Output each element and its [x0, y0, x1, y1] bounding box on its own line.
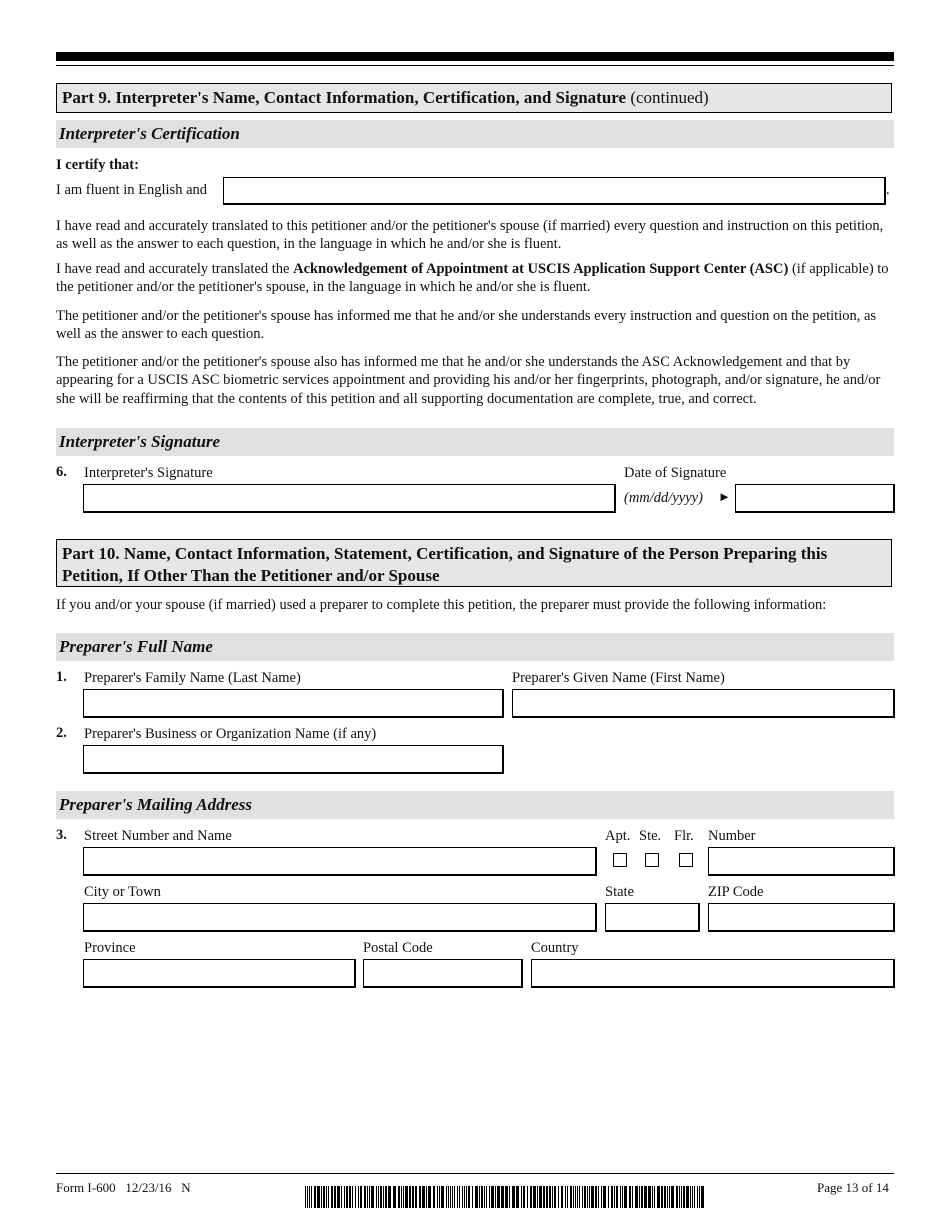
barcode-bar: [530, 1186, 532, 1208]
certification-paragraph-4: The petitioner and/or the petitioner's spouse also has informed me that he and/or she understands the ASC Acknowledgement and that by appearing for a USCIS ASC biometric services appointment and providing his and/or her fingerprints, photograph, and/or signature, he and/or she will be reaffirming that the contents of this petition and all supporting documentation are complete, true, and correct.: [56, 354, 881, 407]
barcode-bar: [521, 1186, 522, 1208]
barcode-bar: [326, 1186, 327, 1208]
barcode-bar: [639, 1186, 640, 1208]
barcode-bar: [497, 1186, 500, 1208]
barcode-bar: [587, 1186, 588, 1208]
top-rule-thick: [56, 52, 894, 61]
barcode-bar: [608, 1186, 609, 1208]
barcode-bar: [495, 1186, 496, 1208]
barcode-bar: [558, 1186, 559, 1208]
barcode-bar: [393, 1186, 396, 1208]
barcode-bar: [466, 1186, 467, 1208]
barcode-bar: [676, 1186, 678, 1208]
barcode-bar: [516, 1186, 519, 1208]
barcode-bar: [321, 1186, 322, 1208]
barcode-bar: [501, 1186, 504, 1208]
barcode-bar: [450, 1186, 451, 1208]
barcode-bar: [360, 1186, 362, 1208]
certification-paragraph-1: I have read and accurately translated to this petitioner and/or the petitioner's spouse (if married) every question and instruction on this petition, as well as the answer to each question, in the language in which he and/or she is fluent.: [56, 218, 884, 253]
barcode-bar: [505, 1186, 508, 1208]
barcode-bar: [341, 1186, 342, 1208]
business-name-label: Preparer's Business or Organization Name (if any): [84, 726, 377, 742]
barcode-bar: [641, 1186, 643, 1208]
barcode-bar: [468, 1186, 470, 1208]
item2-number: 2.: [56, 725, 67, 741]
barcode-bar: [533, 1186, 536, 1208]
barcode-bar: [652, 1186, 653, 1208]
barcode-bar: [331, 1186, 333, 1208]
barcode-image: [305, 1186, 711, 1208]
barcode-bar: [385, 1186, 387, 1208]
barcode-bar: [428, 1186, 431, 1208]
barcode-bar: [694, 1186, 695, 1208]
barcode-bar: [388, 1186, 391, 1208]
barcode-bar: [409, 1186, 411, 1208]
barcode-bar: [589, 1186, 590, 1208]
certification-paragraph-3: The petitioner and/or the petitioner's spouse has informed me that he and/or she understands every instruction and question on the petition, as well as the answer to each question.: [56, 308, 877, 343]
barcode-bar: [481, 1186, 483, 1208]
barcode-bar: [328, 1186, 329, 1208]
barcode-bar: [611, 1186, 613, 1208]
interpreter-certification-heading: Interpreter's Certification: [56, 120, 894, 148]
flr-checkbox[interactable]: [679, 853, 693, 867]
barcode-bar: [334, 1186, 336, 1208]
top-rule-thin: [56, 65, 894, 66]
preparer-mailing-address-heading: Preparer's Mailing Address: [56, 791, 894, 819]
barcode-bar: [352, 1186, 353, 1208]
para2-text-a: I have read and accurately translated the: [56, 261, 294, 277]
barcode-bar: [459, 1186, 460, 1208]
part9-header: [56, 83, 892, 113]
state-label: State: [605, 884, 634, 900]
barcode-bar: [452, 1186, 453, 1208]
barcode-bar: [654, 1186, 655, 1208]
barcode-bar: [699, 1186, 700, 1208]
barcode-bar: [419, 1186, 421, 1208]
apt-label: Apt.: [605, 828, 631, 844]
barcode-bar: [509, 1186, 510, 1208]
barcode-bar: [454, 1186, 455, 1208]
street-label: Street Number and Name: [84, 828, 232, 844]
zip-label: ZIP Code: [708, 884, 764, 900]
barcode-bar: [484, 1186, 485, 1208]
barcode-bar: [549, 1186, 551, 1208]
barcode-bar: [462, 1186, 463, 1208]
barcode-bar: [552, 1186, 553, 1208]
barcode-bar: [561, 1186, 563, 1208]
barcode-bar: [603, 1186, 606, 1208]
flr-label: Flr.: [674, 828, 694, 844]
para2-text-b: (if applicable) to the petitioner and/or the petitioner's spouse, in the language in which he and/or she is fluent.: [56, 261, 889, 296]
part10-intro: If you and/or your spouse (if married) used a preparer to complete this petition, the preparer must provide the following information:: [56, 597, 827, 613]
barcode-bar: [622, 1186, 623, 1208]
barcode-bar: [644, 1186, 647, 1208]
barcode-bar: [554, 1186, 556, 1208]
barcode-bar: [349, 1186, 351, 1208]
apt-number-field[interactable]: [708, 847, 895, 876]
barcode-bar: [401, 1186, 402, 1208]
barcode-bar: [486, 1186, 487, 1208]
province-label: Province: [84, 940, 136, 956]
ste-checkbox[interactable]: [645, 853, 659, 867]
barcode-bar: [565, 1186, 566, 1208]
preparer-family-name-field[interactable]: [83, 689, 504, 718]
barcode-bar: [412, 1186, 414, 1208]
barcode-bar: [439, 1186, 440, 1208]
barcode-bar: [403, 1186, 404, 1208]
barcode-bar: [309, 1186, 310, 1208]
item1-number: 1.: [56, 669, 67, 685]
postal-code-field[interactable]: [363, 959, 523, 988]
barcode-bar: [537, 1186, 538, 1208]
barcode-bar: [667, 1186, 668, 1208]
city-label: City or Town: [84, 884, 161, 900]
barcode-bar: [591, 1186, 594, 1208]
barcode-bar: [479, 1186, 480, 1208]
zip-field[interactable]: [708, 903, 895, 932]
barcode-bar: [570, 1186, 572, 1208]
barcode-bar: [648, 1186, 651, 1208]
barcode-bar: [679, 1186, 680, 1208]
barcode-bar: [657, 1186, 660, 1208]
barcode-bar: [686, 1186, 689, 1208]
barcode-bar: [632, 1186, 633, 1208]
date-of-signature-field[interactable]: [735, 484, 895, 513]
barcode-bar: [472, 1186, 473, 1208]
barcode-bar: [582, 1186, 583, 1208]
barcode-bar: [355, 1186, 356, 1208]
country-field[interactable]: [531, 959, 895, 988]
ste-label: Ste.: [639, 828, 662, 844]
barcode-bar: [441, 1186, 444, 1208]
given-name-label: Preparer's Given Name (First Name): [512, 670, 725, 686]
barcode-bar: [376, 1186, 377, 1208]
number-label: Number: [708, 828, 756, 844]
item3-number: 3.: [56, 827, 67, 843]
barcode-bar: [311, 1186, 312, 1208]
barcode-bar: [464, 1186, 465, 1208]
barcode-bar: [383, 1186, 384, 1208]
postal-code-label: Postal Code: [363, 940, 433, 956]
barcode-bar: [415, 1186, 417, 1208]
barcode-bar: [567, 1186, 568, 1208]
barcode-bar: [661, 1186, 663, 1208]
barcode-bar: [575, 1186, 576, 1208]
arrow-right-icon: ►: [718, 489, 731, 504]
barcode-bar: [380, 1186, 382, 1208]
barcode-bar: [598, 1186, 599, 1208]
barcode-bar: [683, 1186, 685, 1208]
fluent-prefix: I am fluent in English and: [56, 182, 208, 198]
barcode-bar: [577, 1186, 578, 1208]
state-field[interactable]: [605, 903, 700, 932]
preparer-full-name-heading: Preparer's Full Name: [56, 633, 894, 661]
barcode-bar: [584, 1186, 586, 1208]
barcode-bar: [543, 1186, 545, 1208]
para2-bold-text: Acknowledgement of Appointment at USCIS Application Support Center (ASC): [293, 261, 789, 277]
barcode-bar: [346, 1186, 348, 1208]
barcode-bar: [433, 1186, 435, 1208]
preparer-business-name-field[interactable]: [83, 745, 504, 774]
barcode-bar: [579, 1186, 580, 1208]
barcode-bar: [491, 1186, 494, 1208]
interpreter-signature-heading: Interpreter's Signature: [56, 428, 894, 456]
barcode-bar: [437, 1186, 438, 1208]
fluent-language-field[interactable]: [223, 177, 886, 205]
barcode-bar: [671, 1186, 674, 1208]
barcode-bar: [697, 1186, 698, 1208]
barcode-bar: [314, 1186, 316, 1208]
barcode-bar: [371, 1186, 374, 1208]
barcode-bar: [546, 1186, 548, 1208]
date-of-signature-label: Date of Signature: [624, 465, 727, 481]
barcode-bar: [573, 1186, 574, 1208]
part10-header: Part 10. Name, Contact Information, Statement, Certification, and Signature of the Person Preparing this Petition, If Other Than the Petitioner and/or Spouse: [56, 539, 892, 587]
barcode-bar: [539, 1186, 542, 1208]
preparer-given-name-field[interactable]: [512, 689, 895, 718]
barcode-bar: [422, 1186, 425, 1208]
apt-checkbox[interactable]: [613, 853, 627, 867]
interpreter-signature-label: Interpreter's Signature: [84, 465, 213, 481]
barcode-bar: [446, 1186, 447, 1208]
city-field[interactable]: [83, 903, 597, 932]
barcode-bar: [367, 1186, 368, 1208]
barcode-bar: [669, 1186, 670, 1208]
form-id: Form I-600 12/23/16 N: [56, 1180, 191, 1195]
barcode-bar: [681, 1186, 682, 1208]
barcode-bar: [369, 1186, 370, 1208]
barcode-bar: [337, 1186, 340, 1208]
barcode-bar: [364, 1186, 366, 1208]
barcode-bar: [692, 1186, 693, 1208]
barcode-bar: [512, 1186, 515, 1208]
barcode-bar: [523, 1186, 525, 1208]
barcode-bar: [690, 1186, 691, 1208]
barcode-bar: [614, 1186, 615, 1208]
certify-label: I certify that:: [56, 157, 139, 173]
barcode-bar: [489, 1186, 490, 1208]
page-number: Page 13 of 14: [817, 1180, 889, 1195]
barcode-bar: [624, 1186, 627, 1208]
street-field[interactable]: [83, 847, 597, 876]
barcode-bar: [595, 1186, 597, 1208]
barcode-bar: [620, 1186, 621, 1208]
item6-number: 6.: [56, 464, 67, 480]
barcode-bar: [378, 1186, 379, 1208]
certification-paragraph-2: [56, 260, 894, 297]
barcode-bar: [405, 1186, 408, 1208]
barcode-bar: [601, 1186, 602, 1208]
date-format-hint: (mm/dd/yyyy): [624, 490, 703, 506]
country-label: Country: [531, 940, 579, 956]
barcode-bar: [527, 1186, 528, 1208]
barcode-bar: [317, 1186, 320, 1208]
barcode-bar: [629, 1186, 631, 1208]
barcode-bar: [457, 1186, 458, 1208]
province-field[interactable]: [83, 959, 356, 988]
part9-continued: (continued): [630, 88, 709, 107]
barcode-bar: [358, 1186, 359, 1208]
barcode-bar: [307, 1186, 308, 1208]
barcode-bar: [616, 1186, 618, 1208]
barcode-bar: [398, 1186, 400, 1208]
barcode-bar: [426, 1186, 427, 1208]
interpreter-signature-field[interactable]: [83, 484, 616, 513]
fluent-suffix: .: [886, 182, 890, 198]
footer-rule: [56, 1173, 894, 1174]
barcode-bar: [305, 1186, 306, 1208]
barcode-bar: [475, 1186, 478, 1208]
barcode-bar: [344, 1186, 345, 1208]
barcode-bar: [701, 1186, 704, 1208]
barcode-bar: [323, 1186, 325, 1208]
barcode-bar: [664, 1186, 666, 1208]
part9-title: Part 9. Interpreter's Name, Contact Information, Certification, and Signature: [62, 88, 627, 107]
family-name-label: Preparer's Family Name (Last Name): [84, 670, 301, 686]
barcode-bar: [448, 1186, 449, 1208]
barcode-bar: [635, 1186, 638, 1208]
